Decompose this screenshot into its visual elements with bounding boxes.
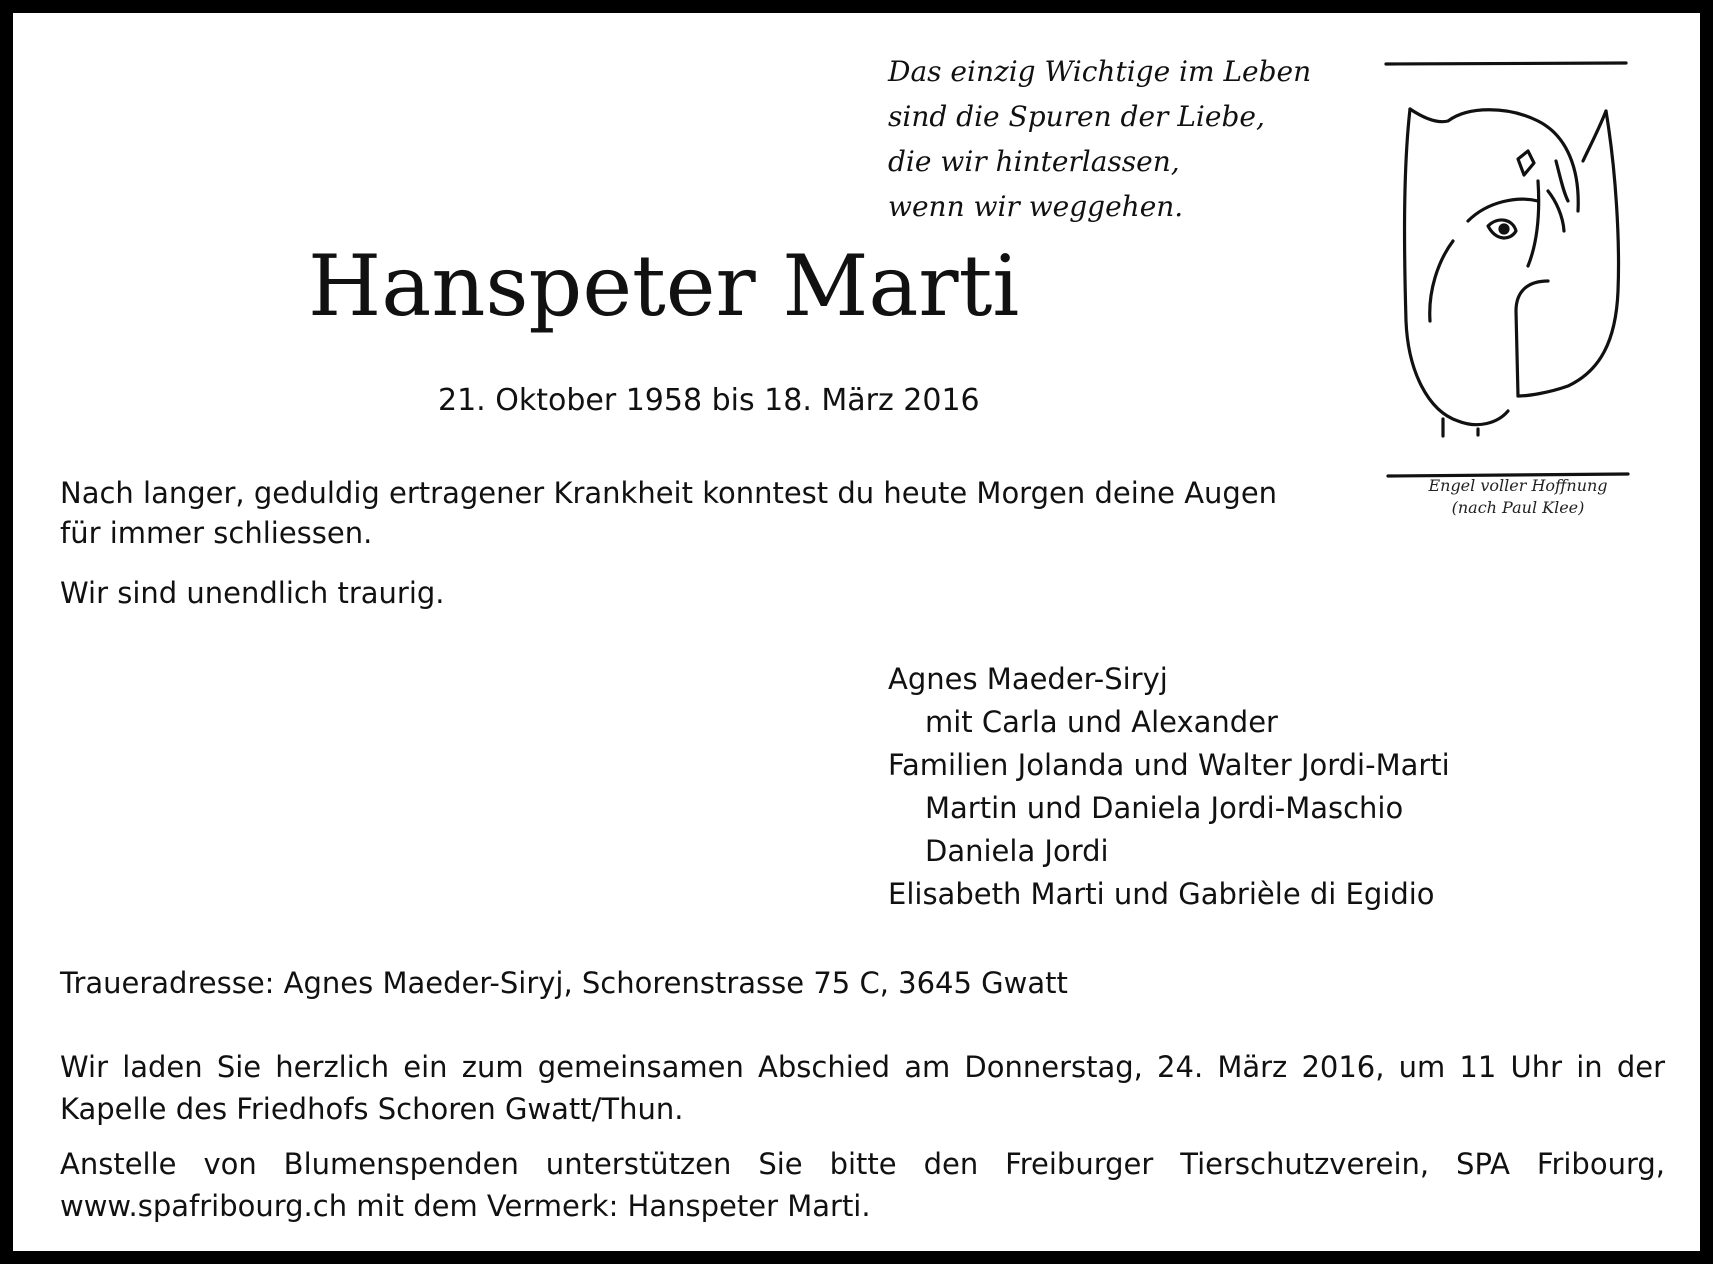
mourning-address: Traueradresse: Agnes Maeder-Siryj, Schorenstrasse 75 C, 3645 Gwatt [60,966,1068,1000]
caption-line: (nach Paul Klee) [1451,498,1585,517]
caption-line: Engel voller Hoffnung [1428,476,1608,495]
mourner: mit Carla und Alexander [925,705,1278,739]
invitation-line: Kapelle des Friedhofs Schoren Gwatt/Thun. [60,1092,684,1126]
mourner: Agnes Maeder-Siryj [888,662,1168,696]
intro-line: Nach langer, geduldig ertragener Krankheit konntest du heute Morgen deine Augen [60,476,1278,510]
mourner: Martin und Daniela Jordi-Maschio [925,791,1404,825]
life-dates: 21. Oktober 1958 bis 18. März 2016 [438,383,980,418]
quote [888,49,1388,229]
quote-line: die wir hinterlassen, [888,145,1180,178]
mourner: Familien Jolanda und Walter Jordi-Marti [888,748,1450,782]
funeral-invitation [60,1046,1665,1130]
grief-statement: Wir sind unendlich traurig. [60,576,445,610]
intro-text [60,473,1350,553]
quote-line: wenn wir weggehen. [888,190,1184,223]
quote-line: Das einzig Wichtige im Leben [888,55,1312,88]
donation-line: www.spafribourg.ch mit dem Vermerk: Hanspeter Marti. [60,1189,871,1223]
artwork-caption [1403,475,1633,519]
mourner: Elisabeth Marti und Gabrièle di Egidio [888,877,1435,911]
donation-line: Anstelle von Blumenspenden unterstützen Sie bitte den Freiburger Tierschutzverein, SPA Fribourg, [60,1147,1665,1181]
intro-line: für immer schliessen. [60,516,373,550]
mourner: Daniela Jordi [925,834,1109,868]
deceased-name: Hanspeter Marti [308,237,1020,335]
invitation-line: Wir laden Sie herzlich ein zum gemeinsamen Abschied am Donnerstag, 24. März 2016, um 11 Uhr in der [60,1050,1665,1084]
quote-line: sind die Spuren der Liebe, [888,100,1265,133]
donation-note [60,1143,1665,1227]
mourners-list [888,658,1450,916]
